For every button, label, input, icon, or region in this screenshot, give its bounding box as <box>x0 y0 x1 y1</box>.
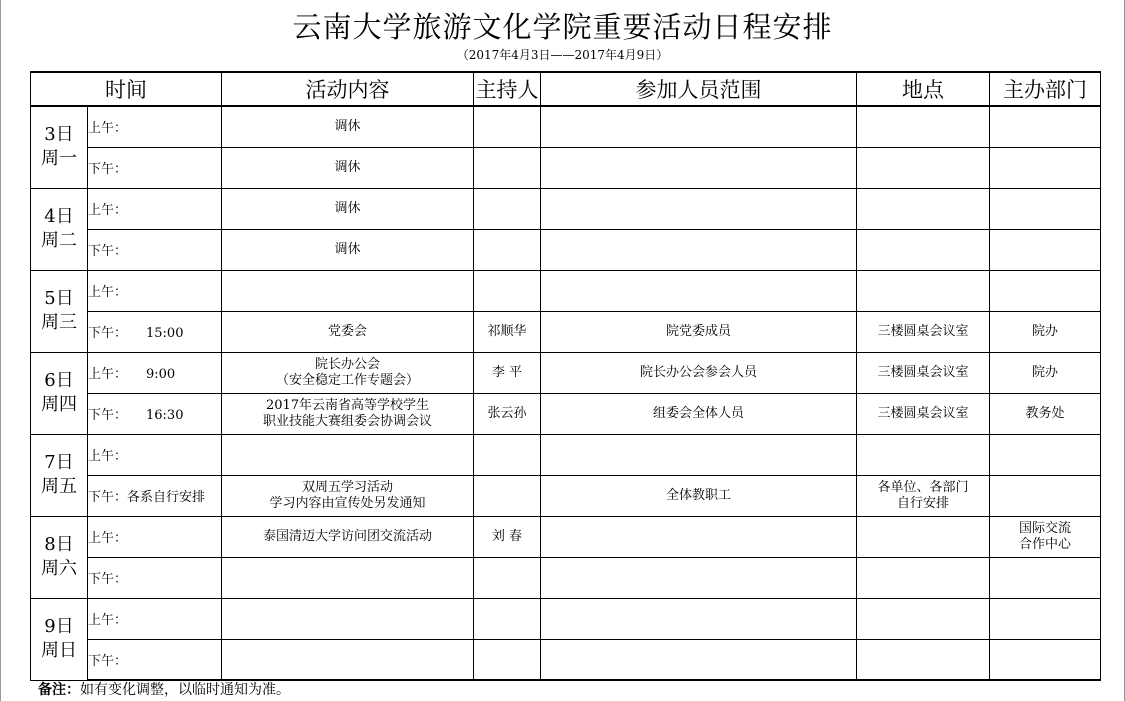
time-slot-cell <box>88 516 222 557</box>
activity-cell <box>222 393 474 434</box>
location-cell <box>857 516 990 557</box>
department-cell <box>990 639 1101 680</box>
day-weekday: 周日 <box>41 640 77 661</box>
slot-label: 下午： <box>88 162 128 177</box>
host-cell <box>474 270 541 311</box>
location-cell <box>857 147 990 188</box>
activity-cell-line: 党委会 <box>327 323 367 339</box>
location-cell-line: 三楼圆桌会议室 <box>877 323 969 339</box>
activity-cell <box>222 311 474 352</box>
footnote-label: 备注： <box>38 682 80 698</box>
location-cell <box>857 598 990 639</box>
department-cell <box>990 475 1101 516</box>
location-cell <box>857 106 990 147</box>
slot-label: 上午： <box>88 203 128 218</box>
attendees-cell <box>541 229 857 270</box>
day-weekday: 周六 <box>41 558 77 579</box>
attendees-cell <box>541 434 857 475</box>
activity-cell <box>222 352 474 393</box>
attendees-cell: 院长办公会参会人员 <box>541 352 857 393</box>
column-header-location: 地点 <box>857 72 990 106</box>
page-border-left <box>0 0 1 701</box>
activity-cell-line: 2017年云南省高等学校学生 <box>265 397 430 413</box>
location-cell-line: 各单位、各部门 <box>877 479 969 495</box>
schedule-row <box>31 229 1101 270</box>
day-cell <box>31 106 88 188</box>
activity-cell <box>222 106 474 147</box>
activity-cell <box>222 639 474 680</box>
schedule-row <box>31 106 1101 147</box>
footnote <box>38 681 290 699</box>
department-cell <box>990 147 1101 188</box>
department-cell <box>990 598 1101 639</box>
time-slot-cell <box>88 311 222 352</box>
time-slot-cell <box>88 393 222 434</box>
host-cell: 李 平 <box>474 352 541 393</box>
activity-cell <box>222 434 474 475</box>
host-cell: 祁顺华 <box>474 311 541 352</box>
location-cell-line: 自行安排 <box>896 495 949 511</box>
day-weekday: 周三 <box>41 312 77 333</box>
schedule-row <box>31 147 1101 188</box>
slot-label: 下午： <box>88 572 128 587</box>
activity-cell-line: 泰国清迈大学访问团交流活动 <box>262 528 432 544</box>
column-header-host: 主持人 <box>474 72 541 106</box>
department-cell-line: 院办 <box>1031 323 1058 339</box>
day-weekday: 周一 <box>41 148 77 170</box>
schedule-table <box>30 71 1101 681</box>
slot-time: 15:00 <box>146 326 184 341</box>
department-cell <box>990 393 1101 434</box>
column-header-content: 活动内容 <box>222 72 474 106</box>
time-slot-cell <box>88 229 222 270</box>
date-range-subtitle: （2017年4月3日——2017年4月9日） <box>456 48 669 62</box>
activity-cell-line: 调休 <box>334 159 361 175</box>
host-cell <box>474 598 541 639</box>
host-cell <box>474 434 541 475</box>
day-cell <box>31 188 88 270</box>
slot-label: 上午： <box>88 285 128 300</box>
attendees-cell <box>541 598 857 639</box>
department-cell <box>990 229 1101 270</box>
time-slot-cell <box>88 352 222 393</box>
activity-cell <box>222 598 474 639</box>
day-date: 7日 <box>44 452 74 473</box>
attendees-cell <box>541 516 857 557</box>
slot-label: 下午： <box>88 653 128 669</box>
location-cell <box>857 475 990 516</box>
time-slot-cell <box>88 475 222 516</box>
day-date: 9日 <box>44 616 74 637</box>
department-cell-line: 教务处 <box>1025 405 1065 421</box>
location-cell <box>857 393 990 434</box>
host-cell <box>474 557 541 598</box>
host-cell <box>474 639 541 680</box>
slot-label: 上午： <box>88 367 128 382</box>
department-cell <box>990 311 1101 352</box>
day-weekday: 周二 <box>41 230 77 251</box>
day-date: 8日 <box>44 534 74 555</box>
location-cell <box>857 639 990 680</box>
schedule-row <box>31 188 1101 229</box>
department-cell-line: 国际交流 <box>1018 520 1071 536</box>
column-header-time: 时间 <box>31 72 222 106</box>
department-cell <box>990 270 1101 311</box>
schedule-row <box>31 352 1101 393</box>
slot-time: 16:30 <box>146 408 184 423</box>
activity-cell-line: 双周五学习活动 <box>301 479 393 495</box>
header-row <box>31 72 1101 106</box>
day-cell <box>31 598 88 680</box>
attendees-cell: 组委会全体人员 <box>541 393 857 434</box>
location-cell <box>857 229 990 270</box>
time-slot-cell <box>88 639 222 680</box>
slot-label: 上午： <box>88 449 128 464</box>
activity-cell <box>222 475 474 516</box>
slot-label: 上午： <box>88 531 128 546</box>
day-cell <box>31 434 88 516</box>
schedule-row <box>31 270 1101 311</box>
slot-label: 下午： <box>88 408 128 423</box>
location-cell-line: 三楼圆桌会议室 <box>877 364 969 380</box>
schedule-row <box>31 393 1101 434</box>
slot-label: 上午： <box>88 121 128 137</box>
location-cell-line: 三楼圆桌会议室 <box>877 405 969 421</box>
document-title: 云南大学旅游文化学院重要活动日程安排 <box>292 10 833 44</box>
attendees-cell: 全体教职工 <box>541 475 857 516</box>
activity-cell-line: 调休 <box>334 118 361 134</box>
day-weekday: 周五 <box>41 476 77 497</box>
day-cell <box>31 270 88 352</box>
activity-cell-line: （安全稳定工作专题会） <box>275 372 419 388</box>
host-cell <box>474 147 541 188</box>
activity-cell-line: 院长办公会 <box>314 356 380 372</box>
location-cell <box>857 270 990 311</box>
schedule-row <box>31 475 1101 516</box>
day-date: 5日 <box>44 288 74 309</box>
time-slot-cell <box>88 598 222 639</box>
schedule-row <box>31 434 1101 475</box>
attendees-cell <box>541 106 857 147</box>
schedule-row <box>31 516 1101 557</box>
activity-cell <box>222 516 474 557</box>
host-cell: 张云孙 <box>474 393 541 434</box>
time-slot-cell <box>88 106 222 147</box>
location-cell <box>857 311 990 352</box>
schedule-row <box>31 311 1101 352</box>
department-cell-line: 合作中心 <box>1018 536 1071 552</box>
activity-cell-line: 调休 <box>334 241 361 257</box>
host-cell: 刘 春 <box>474 516 541 557</box>
slot-label: 下午： <box>88 244 128 259</box>
column-header-department: 主办部门 <box>990 72 1101 106</box>
slot-label: 下午： <box>88 326 128 341</box>
department-cell <box>990 188 1101 229</box>
attendees-cell <box>541 557 857 598</box>
activity-cell-line: 调休 <box>334 200 361 216</box>
location-cell <box>857 434 990 475</box>
slot-time: 9:00 <box>146 367 176 382</box>
activity-cell <box>222 147 474 188</box>
location-cell <box>857 188 990 229</box>
attendees-cell <box>541 639 857 680</box>
activity-cell <box>222 188 474 229</box>
day-date: 4日 <box>44 206 74 227</box>
department-cell <box>990 516 1101 557</box>
day-cell <box>31 516 88 598</box>
activity-cell-line: 学习内容由宣传处另发通知 <box>269 495 426 511</box>
activity-cell-line: 职业技能大赛组委会协调会议 <box>262 413 432 429</box>
department-cell <box>990 434 1101 475</box>
activity-cell <box>222 270 474 311</box>
time-slot-cell <box>88 557 222 598</box>
slot-label: 下午：各系自行安排 <box>88 490 206 505</box>
footnote-text: 如有变化调整，以临时通知为准。 <box>80 682 290 698</box>
department-cell <box>990 557 1101 598</box>
attendees-cell <box>541 270 857 311</box>
location-cell <box>857 557 990 598</box>
time-slot-cell <box>88 147 222 188</box>
day-cell <box>31 352 88 434</box>
day-date: 3日 <box>44 124 74 146</box>
host-cell <box>474 188 541 229</box>
day-date: 6日 <box>44 370 74 391</box>
day-weekday: 周四 <box>41 394 77 415</box>
schedule-body <box>31 106 1101 680</box>
host-cell <box>474 475 541 516</box>
slot-label: 上午： <box>88 613 128 628</box>
host-cell <box>474 106 541 147</box>
time-slot-cell <box>88 188 222 229</box>
activity-cell <box>222 557 474 598</box>
department-cell <box>990 106 1101 147</box>
department-cell <box>990 352 1101 393</box>
attendees-cell <box>541 147 857 188</box>
column-header-attendees: 参加人员范围 <box>541 72 857 106</box>
schedule-row <box>31 639 1101 680</box>
attendees-cell: 院党委成员 <box>541 311 857 352</box>
time-slot-cell <box>88 434 222 475</box>
activity-cell <box>222 229 474 270</box>
schedule-row <box>31 598 1101 639</box>
attendees-cell <box>541 188 857 229</box>
time-slot-cell <box>88 270 222 311</box>
schedule-row <box>31 557 1101 598</box>
host-cell <box>474 229 541 270</box>
department-cell-line: 院办 <box>1031 364 1058 380</box>
location-cell <box>857 352 990 393</box>
